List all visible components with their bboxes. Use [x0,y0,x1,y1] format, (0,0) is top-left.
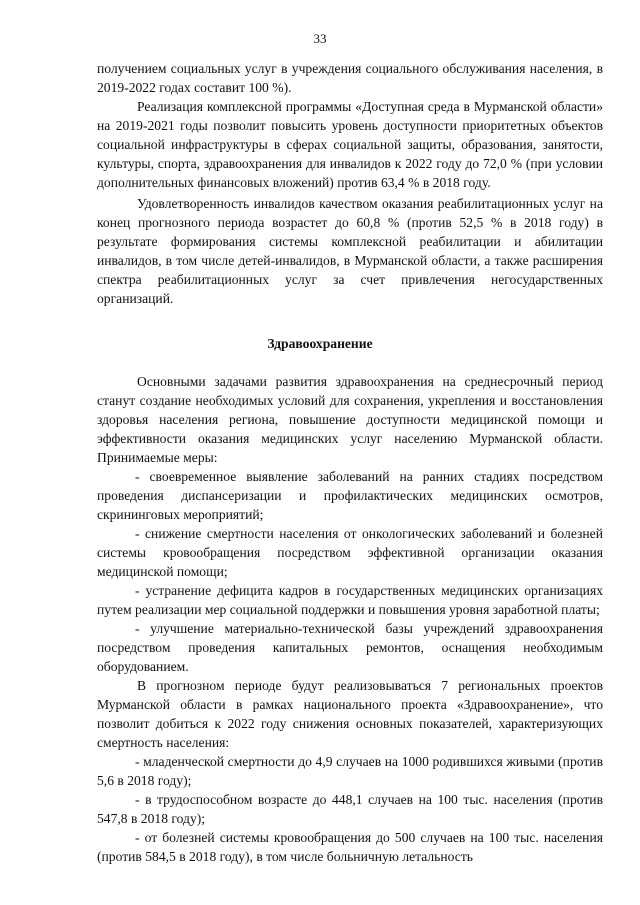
paragraph: В прогнозном периоде будут реализовываться 7 региональных проектов Мурманской области в рамках национального проекта «Здравоохранение», что позволит добиться к 2022 году снижения основных показателей, характеризующих смертность населения: [97,678,603,750]
page-number: 33 [313,31,327,46]
section-heading: Здравоохранение [267,336,373,351]
list-item: - от болезней системы кровообращения до 500 случаев на 100 тыс. населения (против 584,5 в 2018 году), в том числе больничную летальность [97,830,603,864]
intro-text [97,59,603,308]
list-item: - устранение дефицита кадров в государственных медицинских организациях путем реализации мер социальной поддержки и повышения уровня заработной платы; [97,583,603,617]
paragraph: Реализация комплексной программы «Доступная среда в Мурманской области» на 2019-2021 годы позволит повысить уровень доступности приоритетных объектов социальной инфраструктуры в сферах социальной защиты, образования, занятости, культуры, спорта, здравоохранения для инвалидов к 2022 году до 72,0 % (при условии дополнительных финансовых вложений) против 63,4 % в 2018 году. [97,99,603,190]
section-body [97,372,603,866]
list-item: - снижение смертности населения от онкологических заболеваний и болезней системы кровообращения посредством эффективной организации оказания медицинской помощи; [97,526,603,579]
paragraph: Удовлетворенность инвалидов качеством оказания реабилитационных услуг на конец прогнозного периода возрастет до 60,8 % (против 52,5 % в 2018 году) в результате формирования системы комплексной реабилитации и абилитации инвалидов, в том числе детей-инвалидов, в Мурманской области, а также расширения спектра реабилитационных услуг за счет привлечения негосударственных организаций. [97,196,603,306]
list-item: - младенческой смертности до 4,9 случаев на 1000 родившихся живыми (против 5,6 в 2018 году); [97,754,603,788]
paragraph: Основными задачами развития здравоохранения на среднесрочный период станут создание необходимых условий для сохранения, укрепления и восстановления здоровья населения региона, повышение доступности медицинской помощи и эффективности оказания медицинских услуг населению Мурманской области. Принимаемые меры: [97,374,603,465]
list-item: - улучшение материально-технической базы учреждений здравоохранения посредством проведения капитальных ремонтов, оснащения необходимым оборудованием. [97,621,603,674]
paragraph: получением социальных услуг в учреждения социального обслуживания населения, в 2019-2022 годах составит 100 %). [97,61,603,95]
list-item: - в трудоспособном возрасте до 448,1 случаев на 100 тыс. населения (против 547,8 в 2018 году); [97,792,603,826]
list-item: - своевременное выявление заболеваний на ранних стадиях посредством проведения диспансеризации и профилактических медицинских осмотров, скрининговых мероприятий; [97,469,603,522]
